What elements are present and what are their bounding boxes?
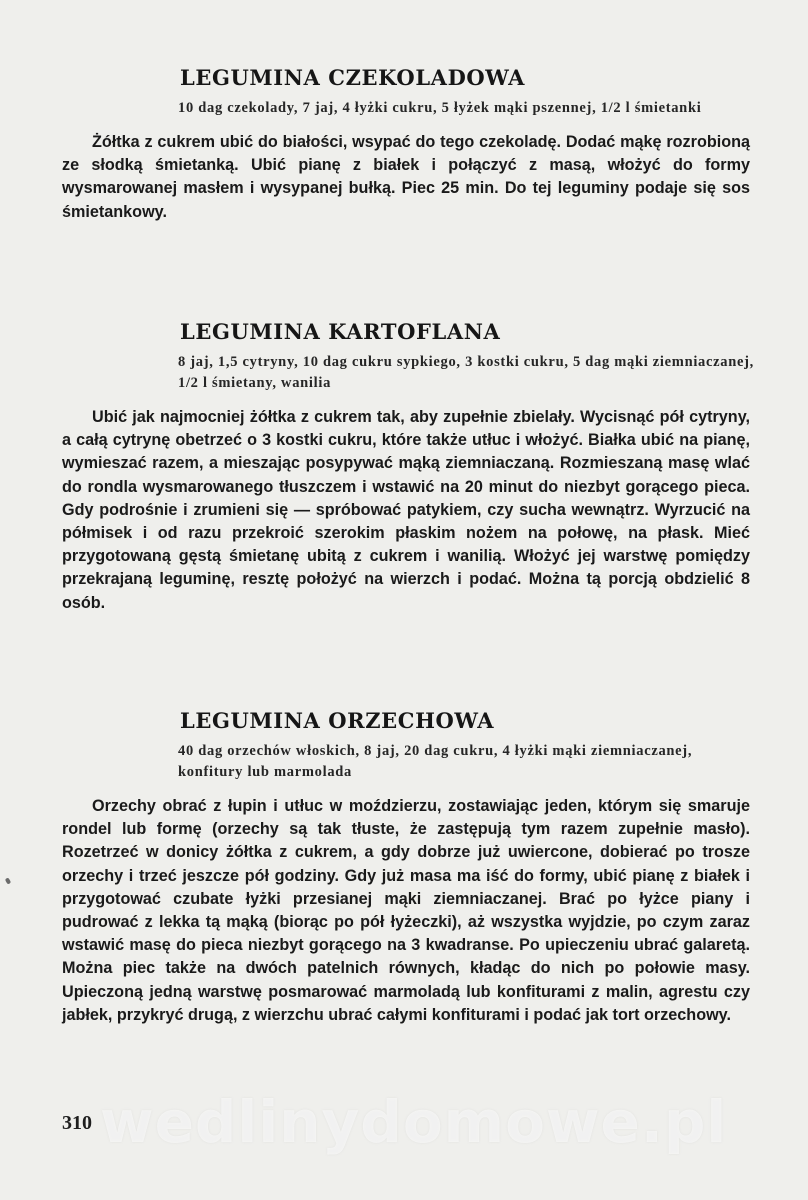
recipe-title: LEGUMINA KARTOFLANA xyxy=(180,319,501,344)
watermark: wedlinydomowe.pl xyxy=(100,1088,728,1156)
recipe-title: LEGUMINA CZEKOLADOWA xyxy=(180,65,526,90)
ingredients-list: 40 dag orzechów włoskich, 8 jaj, 20 dag cukru, 4 łyżki mąki ziemniaczanej, konfitury lub marmolada xyxy=(178,743,693,780)
print-speck xyxy=(5,877,11,884)
ingredients-list: 8 jaj, 1,5 cytryny, 10 dag cukru sypkiego, 3 kostki cukru, 5 dag mąki ziemniaczanej, 1/2 l śmietany, wanilia xyxy=(178,354,754,391)
recipe-title: LEGUMINA ORZECHOWA xyxy=(180,708,495,733)
page-number: 310 xyxy=(62,1112,92,1134)
recipe-method: Orzechy obrać z łupin i utłuc w moździerzu, zostawiając jeden, którym się smaruje rondel lub formę (orzechy są tak tłuste, że zastępują tym razem zupełnie masło). Rozetrzeć w donicy żółtka z cukrem, a gdy dobrze już uwiercone, dobierać po trosze orzechy i trzeć jeszcze pół godziny. Gdy już masa ma iść do formy, ubić pianę z białek i przygotować czubate łyżki przesianej mąki ziemniaczanej. Brać po łyżce piany i pudrować z lekka tą mąką (biorąc po pół łyżeczki), aż wszystka wyjdzie, po czym zaraz wstawić masę do pieca niezbyt gorącego na 3 kwadranse. Po upieczeniu ubrać galaretą. Można piec także na dwóch patelnich równych, kładąc do nich po połowie masy. Upieczoną jedną warstwę posmarować marmoladą lub konfiturami z malin, agrestu czy jabłek, przykryć drugą, z wierzchu ubrać całymi konfiturami i podać jak tort orzechowy. xyxy=(62,797,750,1024)
recipe-legumina-orzechowa xyxy=(62,707,752,1027)
recipe-legumina-czekoladowa xyxy=(62,64,752,224)
recipe-legumina-kartoflana xyxy=(62,318,752,615)
ingredients-list: 10 dag czekolady, 7 jaj, 4 łyżki cukru, 5 łyżek mąki pszennej, 1/2 l śmietanki xyxy=(178,100,702,116)
recipe-method: Ubić jak najmocniej żółtka z cukrem tak, aby zupełnie zbielały. Wycisnąć pół cytryny, a całą cytrynę obetrzeć o 3 kostki cukru, które także utłuc i włożyć. Białka ubić na pianę, wymieszać razem, a mieszając posypywać mąką ziemniaczaną. Rozmieszaną masę wlać do rondla wysmarowanego tłuszczem i wstawić na 20 minut do niezbyt gorącego pieca. Gdy podrośnie i zrumieni się — spróbować patykiem, czy sucha wewnątrz. Wyrzucić na półmisek i od razu przekroić szerokim płaskim nożem na połowę, na płask. Mieć przygotowaną gęstą śmietanę ubitą z cukrem i wanilią. Włożyć jej warstwę pomiędzy przekrajaną leguminę, resztę położyć na wierzch i podać. Można tą porcją obdzielić 8 osób. xyxy=(62,408,750,612)
recipe-method: Żółtka z cukrem ubić do białości, wsypać do tego czekoladę. Dodać mąkę rozrobioną ze słodką śmietanką. Ubić pianę z białek i połączyć z masą, włożyć do formy wysmarowanej masłem i wysypanej bułką. Piec 25 min. Do tej leguminy podaje się sos śmietankowy. xyxy=(62,133,750,221)
